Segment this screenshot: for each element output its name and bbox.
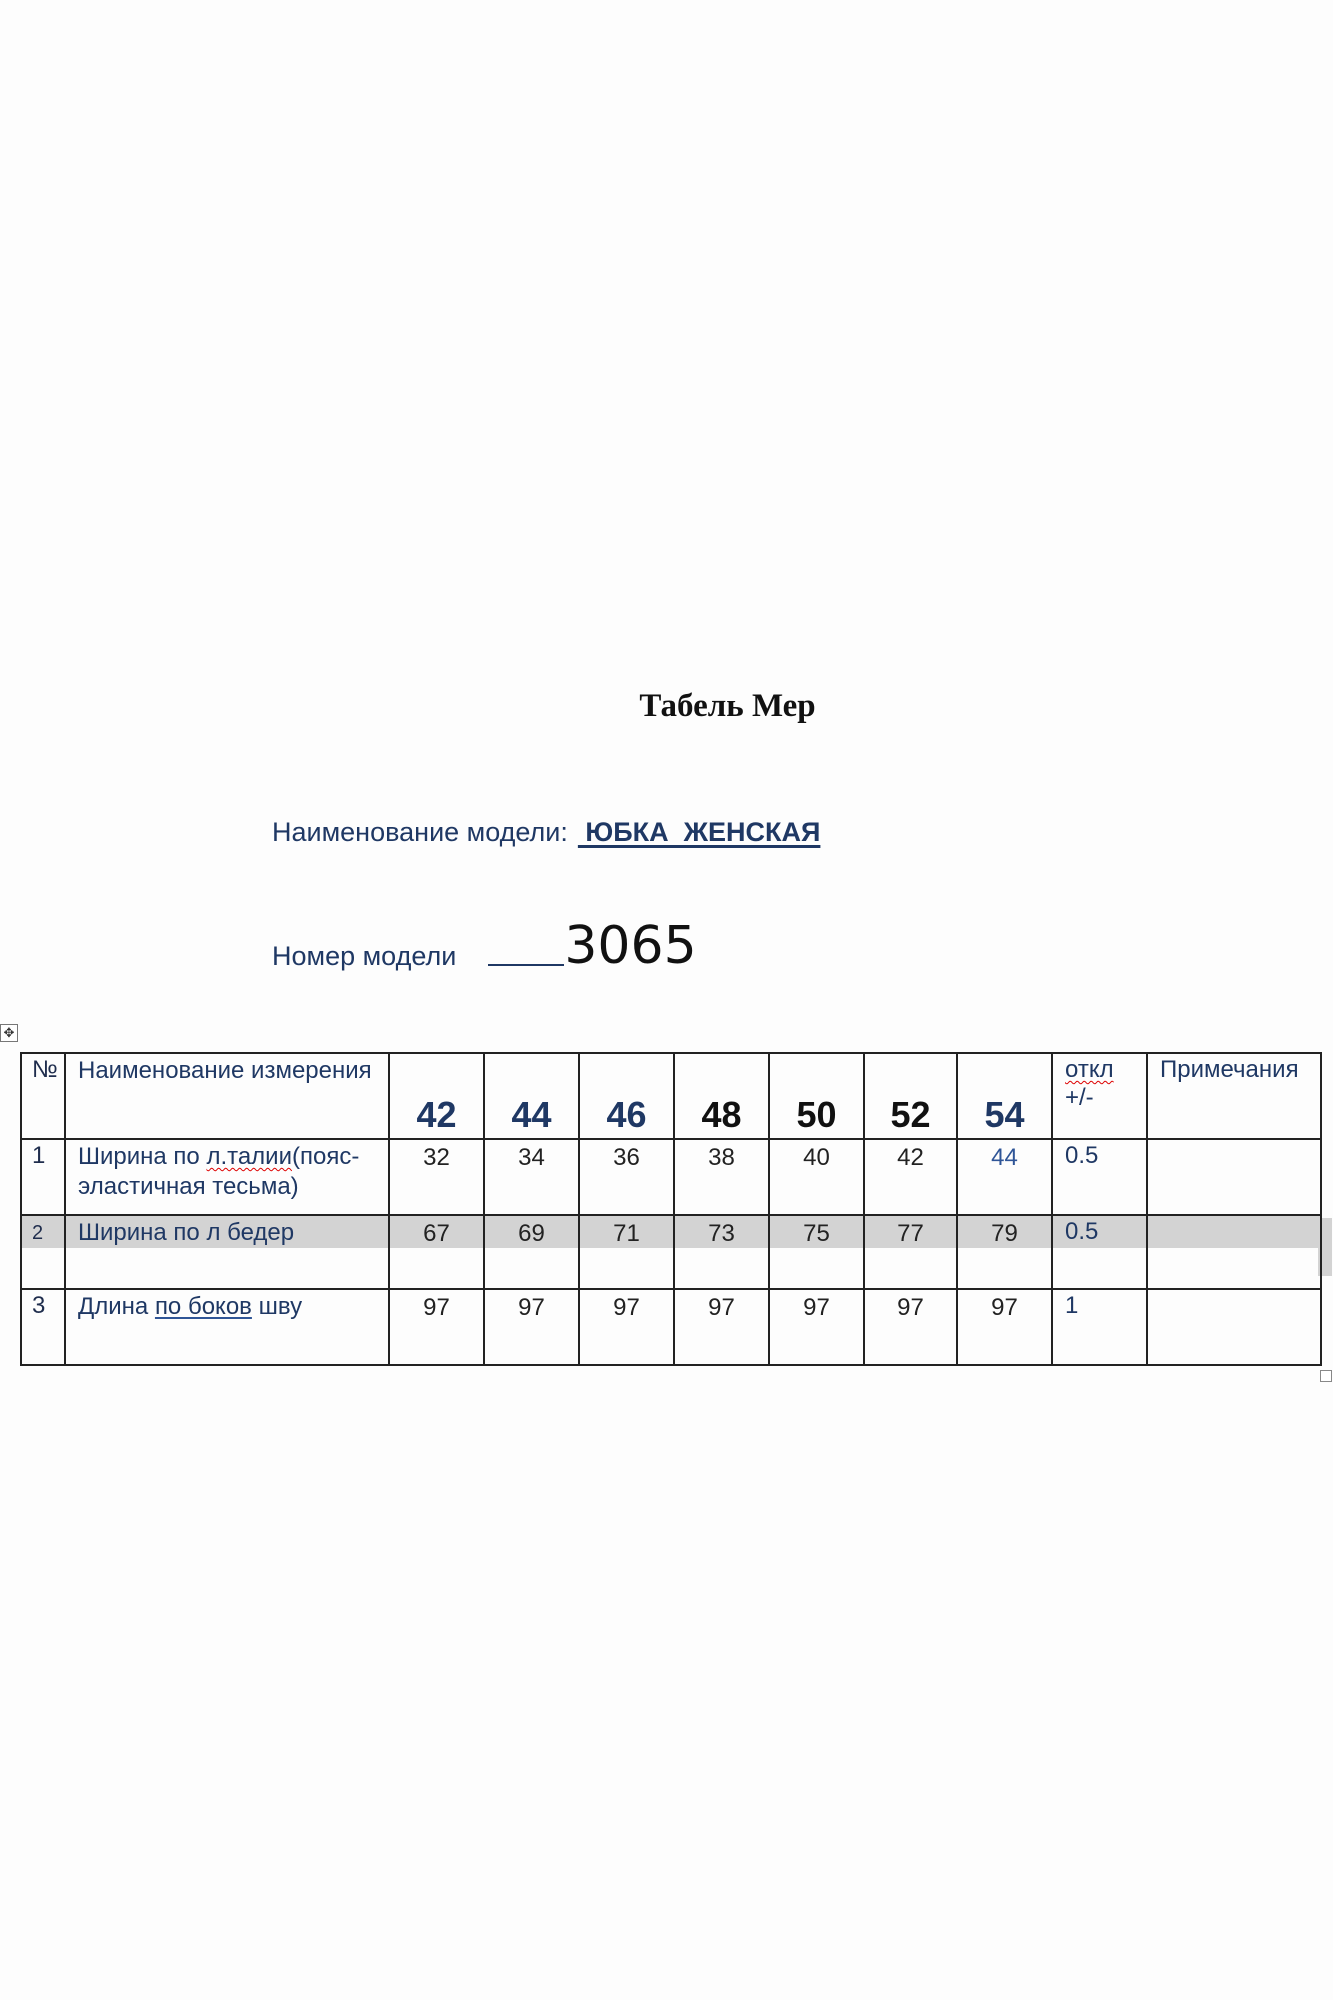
row-name-text: Ширина по л бедер	[78, 1219, 295, 1246]
row-num	[21, 1215, 65, 1289]
tolerance-cell[interactable]	[1052, 1215, 1147, 1289]
row-name-part: Ширина по	[78, 1143, 207, 1170]
row-name-part: Длина	[78, 1293, 155, 1320]
table-row	[21, 1215, 1321, 1289]
header-size-52: 52	[864, 1053, 957, 1139]
tolerance-cell[interactable]: 0.5	[1052, 1139, 1147, 1215]
header-name: Наименование измерения	[65, 1053, 389, 1139]
header-size-54: 54	[957, 1053, 1052, 1139]
header-size-46: 46	[579, 1053, 674, 1139]
value-text: 69	[518, 1220, 545, 1247]
value-cell[interactable]: 97	[864, 1289, 957, 1365]
value-cell[interactable]	[769, 1215, 864, 1289]
measurement-table	[20, 1052, 1322, 1366]
value-cell[interactable]: 97	[957, 1289, 1052, 1365]
row-num-text: 2	[32, 1222, 44, 1244]
value-cell[interactable]	[579, 1215, 674, 1289]
header-notes: Примечания	[1147, 1053, 1321, 1139]
header-tolerance-line1: откл	[1065, 1056, 1114, 1083]
table-move-handle-icon[interactable]: ✥	[0, 1024, 18, 1042]
row-name-part-underlined: по боков	[154, 1293, 252, 1320]
value-cell[interactable]: 36	[579, 1139, 674, 1215]
notes-cell[interactable]	[1147, 1289, 1321, 1365]
header-size-42: 42	[389, 1053, 484, 1139]
header-tolerance	[1052, 1053, 1147, 1139]
row-name-part: (пояс-эластичная тесьма)	[78, 1143, 360, 1200]
value-cell[interactable]	[674, 1215, 769, 1289]
value-cell[interactable]: 34	[484, 1139, 579, 1215]
value-cell[interactable]	[389, 1215, 484, 1289]
table-row	[21, 1289, 1321, 1365]
value-cell[interactable]: 97	[769, 1289, 864, 1365]
table-row	[21, 1139, 1321, 1215]
header-size-44: 44	[484, 1053, 579, 1139]
table-header-row	[21, 1053, 1321, 1139]
value-cell[interactable]: 32	[389, 1139, 484, 1215]
row-name-part-misspelled: л.талии	[206, 1143, 292, 1170]
model-number-blank-line	[488, 964, 564, 966]
value-text: 77	[897, 1220, 924, 1247]
model-number-line	[272, 916, 697, 976]
value-cell[interactable]	[957, 1215, 1052, 1289]
value-cell[interactable]	[484, 1215, 579, 1289]
value-text: 75	[803, 1220, 830, 1247]
row-name	[65, 1139, 389, 1215]
value-cell[interactable]: 97	[579, 1289, 674, 1365]
notes-cell[interactable]	[1147, 1139, 1321, 1215]
value-text: 79	[991, 1220, 1018, 1247]
value-cell[interactable]: 97	[484, 1289, 579, 1365]
row-name-part: шву	[251, 1293, 303, 1320]
row-num: 3	[21, 1289, 65, 1365]
value-cell[interactable]: 40	[769, 1139, 864, 1215]
table-resize-handle-icon[interactable]	[1320, 1370, 1332, 1382]
value-cell[interactable]: 97	[674, 1289, 769, 1365]
tolerance-cell[interactable]: 1	[1052, 1289, 1147, 1365]
header-size-50: 50	[769, 1053, 864, 1139]
model-name-value[interactable]: ЮБКА ЖЕНСКАЯ	[577, 817, 821, 847]
header-num: №	[21, 1053, 65, 1139]
row-num: 1	[21, 1139, 65, 1215]
notes-cell[interactable]	[1147, 1215, 1321, 1289]
tolerance-text: 0.5	[1065, 1218, 1099, 1245]
value-cell[interactable]: 44	[957, 1139, 1052, 1215]
model-number-label: Номер модели	[272, 941, 457, 971]
value-text: 71	[613, 1220, 640, 1247]
header-tolerance-line2: +/-	[1065, 1084, 1094, 1111]
value-cell[interactable]	[864, 1215, 957, 1289]
model-name-label: Наименование модели:	[272, 817, 568, 847]
row-name	[65, 1289, 389, 1365]
header-size-48: 48	[674, 1053, 769, 1139]
model-name-line	[272, 817, 820, 848]
value-cell[interactable]: 38	[674, 1139, 769, 1215]
value-text: 73	[708, 1220, 735, 1247]
row-name	[65, 1215, 389, 1289]
model-number-value[interactable]: 3065	[564, 916, 697, 976]
value-cell[interactable]: 42	[864, 1139, 957, 1215]
value-text: 67	[423, 1220, 450, 1247]
document-title: Табель Мер	[639, 688, 816, 724]
value-cell[interactable]: 97	[389, 1289, 484, 1365]
